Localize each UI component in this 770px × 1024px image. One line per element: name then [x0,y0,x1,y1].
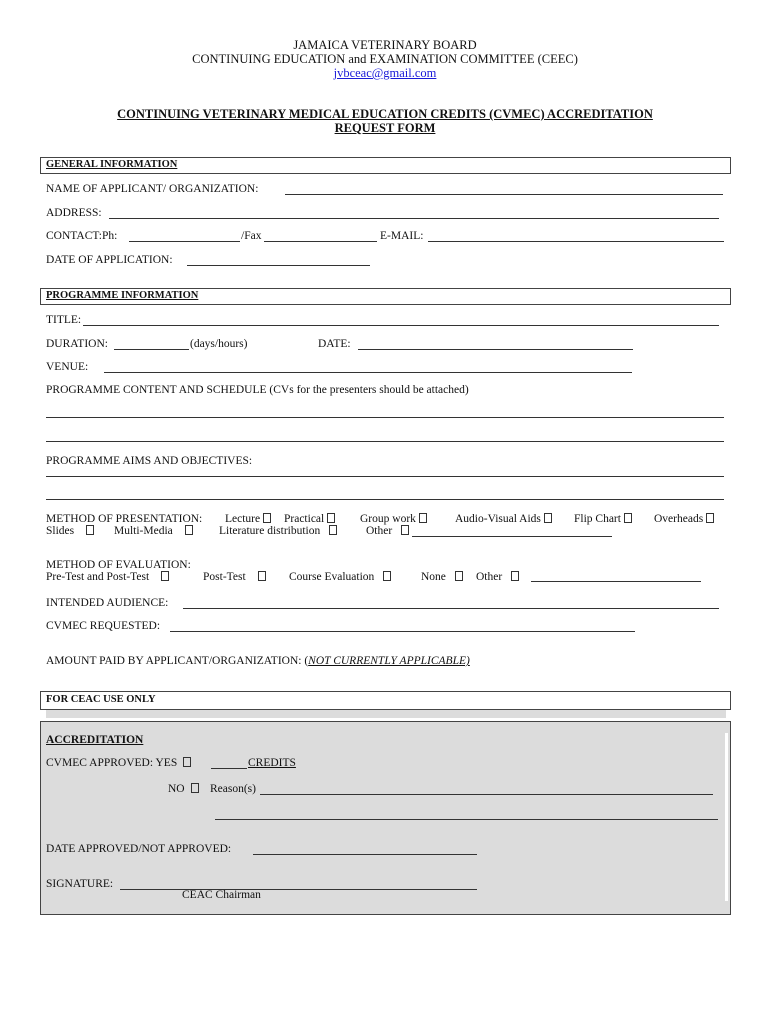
method-practical[interactable]: Practical [284,513,335,525]
content-line-2[interactable] [46,441,724,442]
address-field[interactable] [109,218,719,219]
title-label: TITLE: [46,314,82,326]
signature-label: SIGNATURE: [46,878,114,890]
email-label: E-MAIL: [380,230,424,242]
method-multimedia[interactable]: Multi-Media [114,525,193,537]
method-other-field[interactable] [412,536,612,537]
email-field[interactable] [428,241,724,242]
programme-info-heading: PROGRAMME INFORMATION [46,290,199,301]
ceac-side-rule [725,733,728,901]
intended-audience-label: INTENDED AUDIENCE: [46,597,169,609]
phone-field[interactable] [129,241,240,242]
method-literature[interactable]: Literature distribution [219,525,337,537]
credits-field[interactable] [211,768,247,769]
method-other[interactable]: Other [366,525,409,537]
method-evaluation-label: METHOD OF EVALUATION: [46,559,191,571]
programme-date-field[interactable] [358,349,633,350]
method-overheads[interactable]: Overheads [654,513,714,525]
address-label: ADDRESS: [46,207,102,219]
eval-post[interactable]: Post-Test [203,571,266,583]
date-approved-label: DATE APPROVED/NOT APPROVED: [46,843,232,855]
eval-pre-post[interactable]: Pre-Test and Post-Test [46,571,169,583]
title-field[interactable] [83,325,719,326]
aims-line-2[interactable] [46,499,724,500]
programme-info-heading-box [40,288,731,305]
eval-none[interactable]: None [421,571,463,583]
eval-course[interactable]: Course Evaluation [289,571,391,583]
date-approved-field[interactable] [253,854,477,855]
amount-paid: AMOUNT PAID BY APPLICANT/ORGANIZATION: (NOT CURRENTLY APPLICABLE) [46,655,470,667]
eval-other[interactable]: Other [476,571,519,583]
ceac-heading: FOR CEAC USE ONLY [46,694,156,705]
venue-field[interactable] [104,372,632,373]
method-slides[interactable]: Slides [46,525,94,537]
venue-label: VENUE: [46,361,89,373]
duration-label: DURATION: [46,338,108,350]
intended-audience-field[interactable] [183,608,719,609]
amount-note: NOT CURRENTLY APPLICABLE) [308,655,470,667]
reasons-label: Reason(s) [210,783,256,795]
committee-name: CONTINUING EDUCATION and EXAMINATION COMMITTEE (CEEC) [192,52,578,66]
fax-field[interactable] [264,241,377,242]
method-group-work[interactable]: Group work [360,513,427,525]
contact-phone-label: CONTACT:Ph: [46,230,118,242]
method-flip-chart[interactable]: Flip Chart [574,513,632,525]
ceac-chairman-label: CEAC Chairman [182,889,261,901]
email-link[interactable]: jvbceac@gmail.com [333,66,437,80]
fax-label: /Fax [241,230,262,242]
aims-line-1[interactable] [46,476,724,477]
general-info-heading-box [40,157,731,174]
method-lecture[interactable]: Lecture [225,513,271,525]
duration-field[interactable] [114,349,189,350]
content-line-1[interactable] [46,417,724,418]
programme-date-label: DATE: [318,338,351,350]
duration-unit: (days/hours) [190,338,248,350]
applicant-name-label: NAME OF APPLICANT/ ORGANIZATION: [46,183,259,195]
application-date-label: DATE OF APPLICATION: [46,254,173,266]
content-schedule-label: PROGRAMME CONTENT AND SCHEDULE (CVs for the presenters should be attached) [46,384,469,396]
method-audio-visual[interactable]: Audio-Visual Aids [455,513,552,525]
ceac-gray-strip [46,710,726,718]
signature-field[interactable] [120,889,477,890]
aims-label: PROGRAMME AIMS AND OBJECTIVES: [46,455,253,467]
cvmec-requested-label: CVMEC REQUESTED: [46,620,161,632]
form-subtitle: REQUEST FORM [334,121,436,135]
method-presentation-label: METHOD OF PRESENTATION: [46,513,203,525]
accreditation-heading: ACCREDITATION [46,734,144,746]
general-info-heading: GENERAL INFORMATION [46,159,178,170]
cvmec-approved-yes[interactable]: CVMEC APPROVED: YES [46,757,191,769]
ceac-heading-box [40,691,731,710]
applicant-name-field[interactable] [285,194,723,195]
credits-label: CREDITS [248,757,296,769]
cvmec-requested-field[interactable] [170,631,635,632]
reasons-field-2[interactable] [215,819,718,820]
ceac-section [40,721,731,915]
board-name: JAMAICA VETERINARY BOARD [293,38,477,52]
cvmec-approved-no[interactable]: NO [168,783,199,795]
application-date-field[interactable] [187,265,370,266]
form-title: CONTINUING VETERINARY MEDICAL EDUCATION CREDITS (CVMEC) ACCREDITATION [117,107,653,121]
eval-other-field[interactable] [531,581,701,582]
reasons-field-1[interactable] [260,794,713,795]
